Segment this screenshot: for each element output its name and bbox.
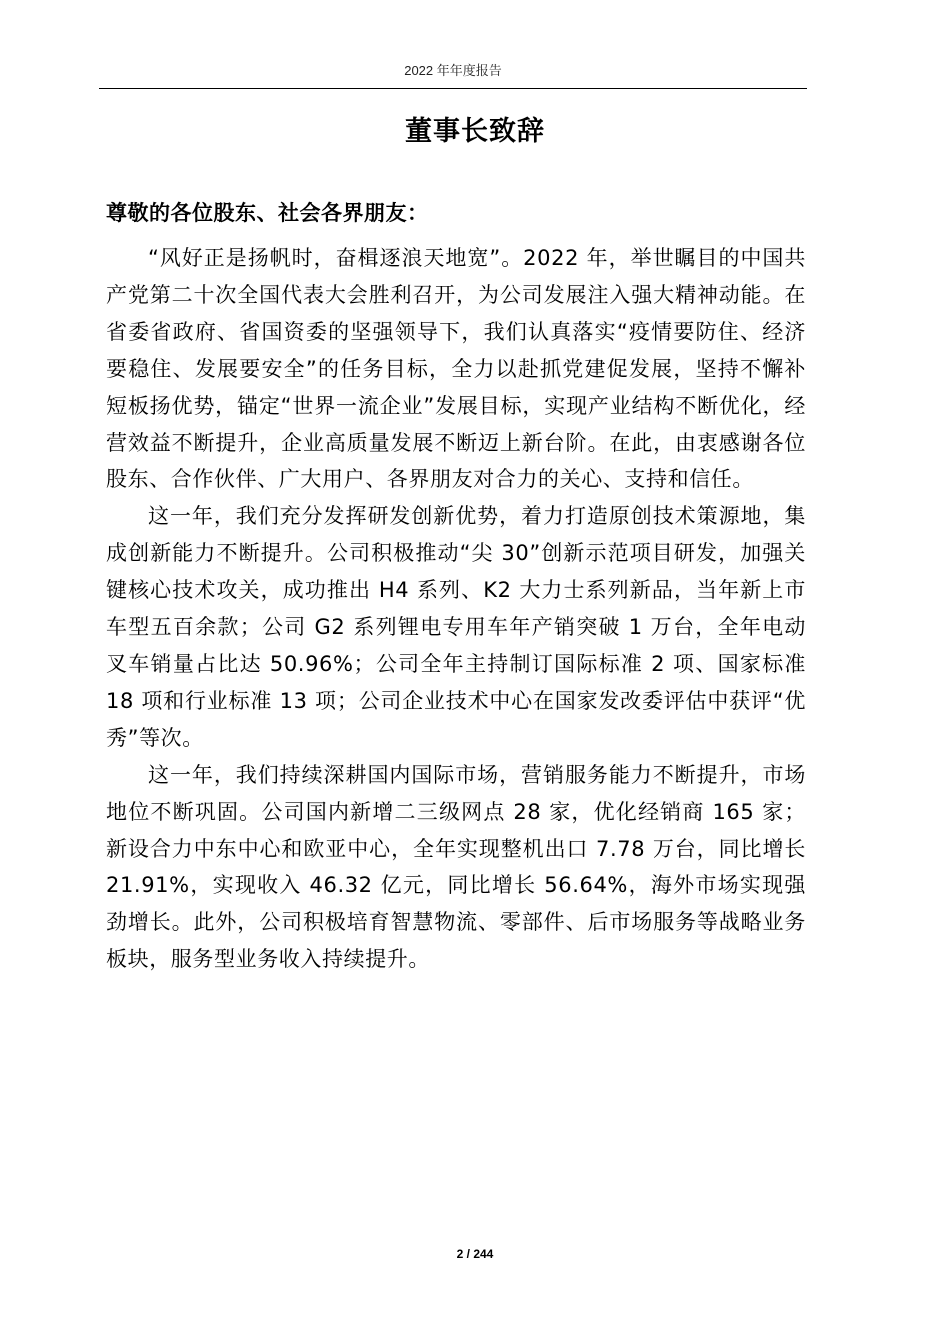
page-title: 董事长致辞 <box>405 116 545 147</box>
running-header: 2022 年年度报告 <box>404 63 502 78</box>
letter-body <box>106 240 806 978</box>
paragraph-opening: “风好正是扬帆时，奋楫逐浪天地宽”。2022 年，举世瞩目的中国共产党第二十次全国代表大会胜利召开，为公司发展注入强大精神动能。在省委省政府、省国资委的坚强领导下，我们认真落实“疫情要防住、经济要稳住、发展要安全”的任务目标，全力以赴抓党建促发展，坚持不懈补短板扬优势，锚定“世界一流企业”发展目标，实现产业结构不断优化，经营效益不断提升，企业高质量发展不断迈上新台阶。在此，由衷感谢各位股东、合作伙伴、广大用户、各界朋友对合力的关心、支持和信任。 <box>106 246 806 492</box>
salutation: 尊敬的各位股东、社会各界朋友： <box>106 201 429 225</box>
paragraph-innovation: 这一年，我们充分发挥研发创新优势，着力打造原创技术策源地，集成创新能力不断提升。公司积极推动“尖 30”创新示范项目研发，加强关键核心技术攻关，成功推出 H4 系列、K2 大力士系列新品，当年新上市车型五百余款；公司 G2 系列锂电专用车年产销突破 1 万台，全年电动叉车销量占比达 50.96%；公司全年主持制订国际标准 2 项、国家标准 18 项和行业标准 13 项；公司企业技术中心在国家发改委评估中获评“优秀”等次。 <box>106 504 806 750</box>
page-number: 2 / 244 <box>456 1247 494 1261</box>
paragraph-market: 这一年，我们持续深耕国内国际市场，营销服务能力不断提升，市场地位不断巩固。公司国内新增二三级网点 28 家，优化经销商 165 家；新设合力中东中心和欧亚中心，全年实现整机出口 7.78 万台，同比增长 21.91%，实现收入 46.32 亿元，同比增长 56.64%，海外市场实现强劲增长。此外，公司积极培育智慧物流、零部件、后市场服务等战略业务板块，服务型业务收入持续提升。 <box>106 762 806 972</box>
header-divider <box>99 88 807 89</box>
